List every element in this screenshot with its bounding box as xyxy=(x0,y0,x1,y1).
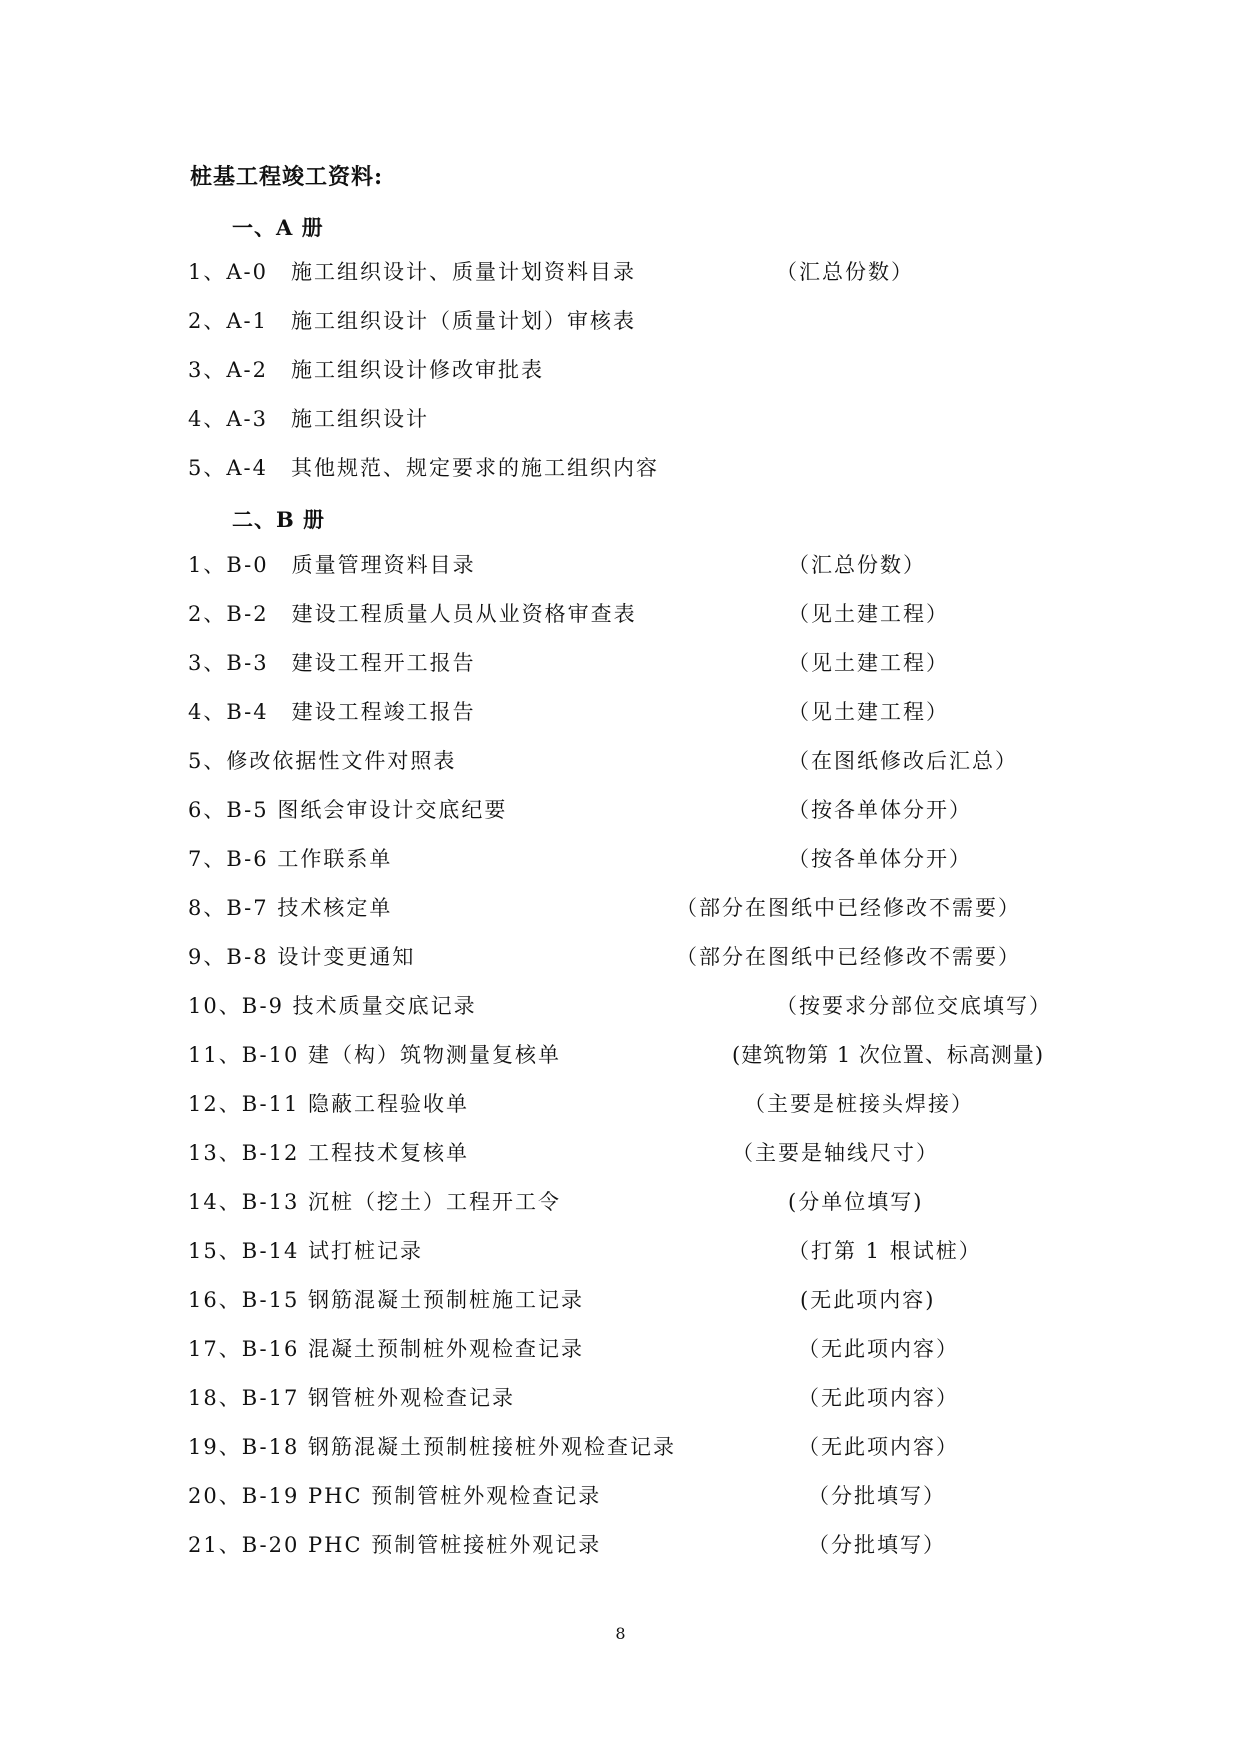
item-note: （按各单体分开） xyxy=(788,847,972,871)
item-note: （分批填写） xyxy=(808,1533,946,1557)
item-label: 6、B-5 图纸会审设计交底纪要 xyxy=(188,798,508,822)
item-note: （按要求分部位交底填写） xyxy=(776,994,1052,1018)
list-item xyxy=(188,452,1088,482)
list-item xyxy=(188,305,1088,335)
item-label: 20、B-19 PHC 预制管桩外观检查记录 xyxy=(188,1484,602,1508)
item-label: 4、A-3 施工组织设计 xyxy=(188,407,429,431)
item-label: 16、B-15 钢筋混凝土预制桩施工记录 xyxy=(188,1288,585,1312)
item-note: （部分在图纸中已经修改不需要） xyxy=(676,896,1021,920)
list-item xyxy=(188,403,1088,433)
item-note: （无此项内容） xyxy=(798,1337,959,1361)
item-note: （无此项内容） xyxy=(798,1386,959,1410)
item-label: 1、B-0 质量管理资料目录 xyxy=(188,553,476,577)
list-item xyxy=(188,1480,1088,1510)
list-item xyxy=(188,256,1088,286)
item-label: 9、B-8 设计变更通知 xyxy=(188,945,416,969)
list-item xyxy=(188,1431,1088,1461)
item-label: 4、B-4 建设工程竣工报告 xyxy=(188,700,476,724)
item-note: （在图纸修改后汇总） xyxy=(788,749,1018,773)
list-item xyxy=(188,696,1088,726)
item-note: （分批填写） xyxy=(808,1484,946,1508)
list-item xyxy=(188,1529,1088,1559)
item-note: （主要是轴线尺寸） xyxy=(732,1141,939,1165)
list-item xyxy=(188,1039,1088,1069)
item-note: (建筑物第 1 次位置、标高测量) xyxy=(732,1043,1045,1067)
item-label: 3、B-3 建设工程开工报告 xyxy=(188,651,476,675)
item-note: （见土建工程） xyxy=(788,602,949,626)
item-label: 5、修改依据性文件对照表 xyxy=(188,749,457,773)
list-item xyxy=(188,990,1088,1020)
item-label: 2、B-2 建设工程质量人员从业资格审查表 xyxy=(188,602,637,626)
item-note: (无此项内容) xyxy=(800,1288,936,1312)
list-item xyxy=(188,549,1088,579)
item-note: （见土建工程） xyxy=(788,651,949,675)
item-label: 14、B-13 沉桩（挖土）工程开工令 xyxy=(188,1190,562,1214)
list-item xyxy=(188,1235,1088,1265)
item-label: 10、B-9 技术质量交底记录 xyxy=(188,994,477,1018)
item-note: （部分在图纸中已经修改不需要） xyxy=(676,945,1021,969)
section-b-heading: 二、B 册 xyxy=(232,507,326,532)
item-label: 8、B-7 技术核定单 xyxy=(188,896,393,920)
item-label: 18、B-17 钢管桩外观检查记录 xyxy=(188,1386,516,1410)
list-item xyxy=(188,892,1088,922)
list-item xyxy=(188,647,1088,677)
item-label: 11、B-10 建（构）筑物测量复核单 xyxy=(188,1043,562,1067)
item-note: (分单位填写) xyxy=(788,1190,924,1214)
item-note: （打第 1 根试桩） xyxy=(788,1239,982,1263)
list-item xyxy=(188,1186,1088,1216)
item-label: 17、B-16 混凝土预制桩外观检查记录 xyxy=(188,1337,585,1361)
list-item xyxy=(188,941,1088,971)
item-label: 7、B-6 工作联系单 xyxy=(188,847,393,871)
item-label: 15、B-14 试打桩记录 xyxy=(188,1239,424,1263)
item-note: （无此项内容） xyxy=(798,1435,959,1459)
item-label: 19、B-18 钢筋混凝土预制桩接桩外观检查记录 xyxy=(188,1435,677,1459)
list-item xyxy=(188,1088,1088,1118)
list-item xyxy=(188,1137,1088,1167)
item-label: 1、A-0 施工组织设计、质量计划资料目录 xyxy=(188,260,636,284)
list-item xyxy=(188,598,1088,628)
list-item xyxy=(188,843,1088,873)
page-number: 8 xyxy=(615,1624,626,1643)
document-title: 桩基工程竣工资料: xyxy=(190,164,384,190)
section-a-heading: 一、A 册 xyxy=(232,215,324,240)
item-label: 12、B-11 隐蔽工程验收单 xyxy=(188,1092,470,1116)
item-label: 2、A-1 施工组织设计（质量计划）审核表 xyxy=(188,309,636,333)
item-label: 21、B-20 PHC 预制管桩接桩外观记录 xyxy=(188,1533,602,1557)
item-label: 5、A-4 其他规范、规定要求的施工组织内容 xyxy=(188,456,659,480)
list-item xyxy=(188,794,1088,824)
item-note: （按各单体分开） xyxy=(788,798,972,822)
item-note: （见土建工程） xyxy=(788,700,949,724)
item-note: （主要是桩接头焊接） xyxy=(744,1092,974,1116)
list-item xyxy=(188,1333,1088,1363)
item-note: （汇总份数） xyxy=(776,260,914,284)
list-item xyxy=(188,1284,1088,1314)
list-item xyxy=(188,354,1088,384)
list-item xyxy=(188,745,1088,775)
list-item xyxy=(188,1382,1088,1412)
item-label: 13、B-12 工程技术复核单 xyxy=(188,1141,470,1165)
item-label: 3、A-2 施工组织设计修改审批表 xyxy=(188,358,544,382)
item-note: （汇总份数） xyxy=(788,553,926,577)
